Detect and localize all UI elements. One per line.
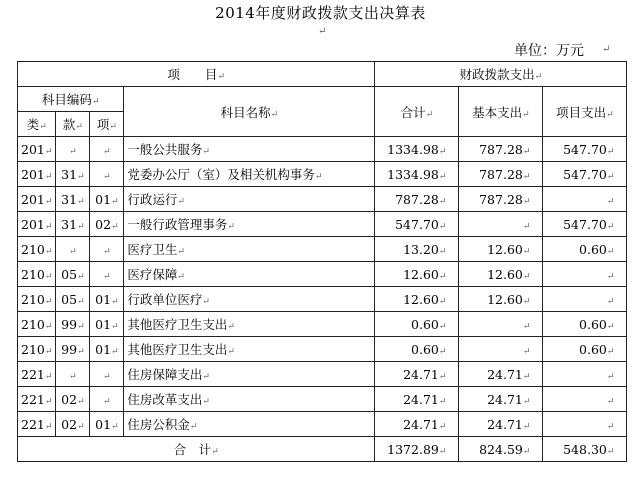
- cell-xiang: 01↵: [90, 337, 124, 362]
- document-title: 2014年度财政拨款支出决算表: [215, 4, 426, 22]
- cell-lei: 201↵: [18, 212, 56, 237]
- cell-name: 党委办公厅（室）及相关机构事务↵: [124, 162, 375, 187]
- cell-kuan: 31↵: [56, 162, 90, 187]
- header-kuan: 款↵: [56, 112, 90, 137]
- table-row: [18, 337, 627, 362]
- cell-basic: 12.60↵: [459, 237, 543, 262]
- cell-name: 行政运行↵: [124, 187, 375, 212]
- cell-kuan: 31↵: [56, 212, 90, 237]
- cell-basic: 787.28↵: [459, 137, 543, 162]
- header-lei: 类↵: [18, 112, 56, 137]
- cell-name: 其他医疗卫生支出↵: [124, 312, 375, 337]
- cell-total: 0.60↵: [375, 312, 459, 337]
- cell-lei: 210↵: [18, 262, 56, 287]
- cell-xiang: 01↵: [90, 287, 124, 312]
- paragraph-mark: ↵: [318, 26, 327, 37]
- header-xiang: 项↵: [90, 112, 124, 137]
- header-project: 项目支出↵: [543, 87, 627, 137]
- cell-lei: 210↵: [18, 237, 56, 262]
- cell-name: 住房保障支出↵: [124, 362, 375, 387]
- cell-xiang: 01↵: [90, 412, 124, 437]
- cell-project: ↵: [543, 387, 627, 412]
- cell-total: 24.71↵: [375, 412, 459, 437]
- cell-project: 0.60↵: [543, 237, 627, 262]
- cell-kuan: 02↵: [56, 387, 90, 412]
- paragraph-mark: ↵: [602, 44, 611, 55]
- cell-total: 1334.98↵: [375, 137, 459, 162]
- sum-total: 1372.89↵: [375, 437, 459, 462]
- sum-label: 合 计↵: [18, 437, 375, 462]
- cell-total: 13.20↵: [375, 237, 459, 262]
- cell-xiang: ↵: [90, 162, 124, 187]
- cell-total: 24.71↵: [375, 387, 459, 412]
- header-finance: 财政拨款支出↵: [375, 62, 627, 87]
- cell-xiang: ↵: [90, 237, 124, 262]
- cell-project: ↵: [543, 287, 627, 312]
- cell-name: 住房公积金↵: [124, 412, 375, 437]
- cell-basic: 24.71↵: [459, 387, 543, 412]
- cell-total: 0.60↵: [375, 337, 459, 362]
- cell-basic: ↵: [459, 337, 543, 362]
- cell-xiang: 01↵: [90, 312, 124, 337]
- table-row: [18, 387, 627, 412]
- cell-lei: 201↵: [18, 162, 56, 187]
- cell-lei: 221↵: [18, 412, 56, 437]
- cell-name: 其他医疗卫生支出↵: [124, 337, 375, 362]
- cell-kuan: ↵: [56, 137, 90, 162]
- cell-xiang: ↵: [90, 387, 124, 412]
- cell-name: 行政单位医疗↵: [124, 287, 375, 312]
- cell-xiang: 01↵: [90, 187, 124, 212]
- cell-basic: ↵: [459, 212, 543, 237]
- header-code: 科目编码↵: [18, 87, 124, 112]
- cell-project: 0.60↵: [543, 337, 627, 362]
- cell-total: 1334.98↵: [375, 162, 459, 187]
- cell-lei: 201↵: [18, 137, 56, 162]
- expenditure-table: [17, 61, 627, 462]
- cell-xiang: ↵: [90, 262, 124, 287]
- cell-basic: 787.28↵: [459, 162, 543, 187]
- cell-name: 住房改革支出↵: [124, 387, 375, 412]
- sum-project: 548.30↵: [543, 437, 627, 462]
- table-row: [18, 237, 627, 262]
- table-row: [18, 312, 627, 337]
- header-item: 项 目↵: [18, 62, 375, 87]
- cell-name: 一般行政管理事务↵: [124, 212, 375, 237]
- cell-lei: 210↵: [18, 337, 56, 362]
- cell-lei: 210↵: [18, 287, 56, 312]
- cell-kuan: 05↵: [56, 287, 90, 312]
- cell-kuan: ↵: [56, 237, 90, 262]
- table-row: [18, 187, 627, 212]
- cell-lei: 201↵: [18, 187, 56, 212]
- cell-project: 0.60↵: [543, 312, 627, 337]
- cell-kuan: 99↵: [56, 337, 90, 362]
- cell-project: 547.70↵: [543, 137, 627, 162]
- cell-project: 547.70↵: [543, 162, 627, 187]
- header-name: 科目名称↵: [124, 87, 375, 137]
- cell-total: 24.71↵: [375, 362, 459, 387]
- cell-kuan: 99↵: [56, 312, 90, 337]
- cell-name: 一般公共服务↵: [124, 137, 375, 162]
- cell-xiang: ↵: [90, 362, 124, 387]
- cell-name: 医疗卫生↵: [124, 237, 375, 262]
- unit-label: 单位：万元: [514, 43, 584, 59]
- cell-basic: 24.71↵: [459, 362, 543, 387]
- cell-project: ↵: [543, 187, 627, 212]
- table-row: [18, 212, 627, 237]
- cell-project: ↵: [543, 412, 627, 437]
- cell-lei: 210↵: [18, 312, 56, 337]
- table-row: [18, 262, 627, 287]
- table-row: [18, 287, 627, 312]
- cell-total: 787.28↵: [375, 187, 459, 212]
- cell-kuan: 31↵: [56, 187, 90, 212]
- table-row: [18, 362, 627, 387]
- cell-kuan: ↵: [56, 362, 90, 387]
- cell-project: ↵: [543, 362, 627, 387]
- cell-xiang: 02↵: [90, 212, 124, 237]
- cell-total: 12.60↵: [375, 287, 459, 312]
- cell-kuan: 05↵: [56, 262, 90, 287]
- cell-project: ↵: [543, 262, 627, 287]
- table-row: [18, 162, 627, 187]
- cell-lei: 221↵: [18, 387, 56, 412]
- table-row: [18, 137, 627, 162]
- cell-basic: ↵: [459, 312, 543, 337]
- cell-xiang: ↵: [90, 137, 124, 162]
- header-basic: 基本支出↵: [459, 87, 543, 137]
- cell-basic: 24.71↵: [459, 412, 543, 437]
- cell-total: 547.70↵: [375, 212, 459, 237]
- cell-total: 12.60↵: [375, 262, 459, 287]
- cell-basic: 12.60↵: [459, 287, 543, 312]
- header-total: 合计↵: [375, 87, 459, 137]
- table-row: [18, 412, 627, 437]
- cell-project: 547.70↵: [543, 212, 627, 237]
- cell-kuan: 02↵: [56, 412, 90, 437]
- sum-basic: 824.59↵: [459, 437, 543, 462]
- cell-basic: 787.28↵: [459, 187, 543, 212]
- cell-basic: 12.60↵: [459, 262, 543, 287]
- cell-name: 医疗保障↵: [124, 262, 375, 287]
- cell-lei: 221↵: [18, 362, 56, 387]
